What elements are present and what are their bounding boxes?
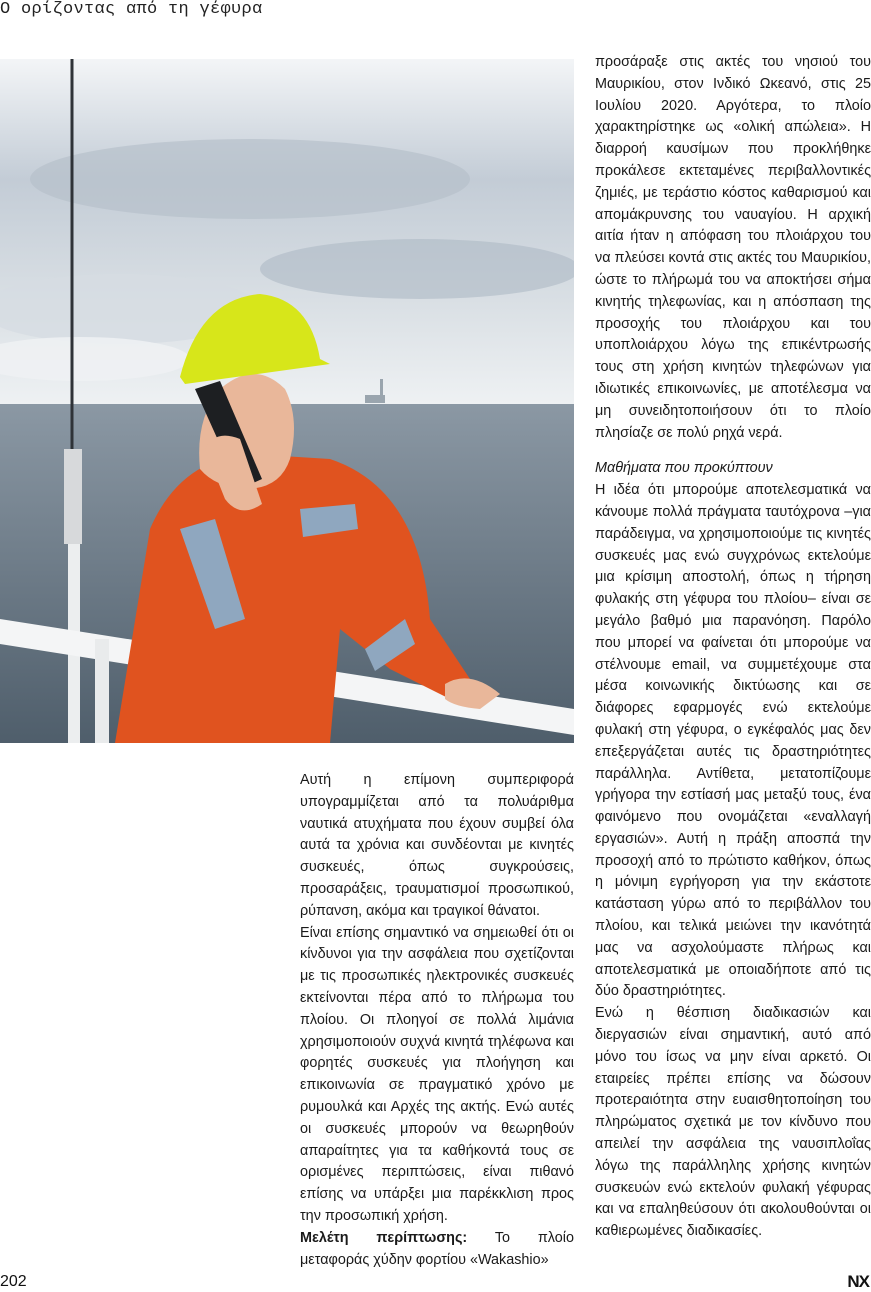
case-study-text: Το πλοίο μεταφοράς χύδην φορτίου «Wakashio» — [300, 1229, 574, 1268]
article-photo — [0, 59, 574, 743]
paragraph: Ενώ η θέσπιση διαδικασιών και διεργασιών είναι σημαντική, αυτό από μόνο του ίσως να μην είναι αρκετό. Οι εταιρείες πρέπει επίσης να δώσουν προτεραιότητα στην ευαισθητοποίηση του πληρώματος σχετικά με τον κίνδυνο που απειλεί την ασφάλεια της ναυσιπλοΐας λόγω της παράλληλης χρήσης κινητών συσκευών ενώ εκτελούν φυλακή γέφυρας και να επαληθεύσουν ότι ακολουθούνται οι καθιερωμένες διαδικασίες. — [595, 1005, 871, 1240]
section-subheading: Μαθήματα που προκύπτουν — [595, 460, 773, 477]
page-number: 202 — [0, 1273, 27, 1290]
case-study-label: Μελέτη περίπτωσης: — [300, 1229, 468, 1246]
paragraph: Αυτή η επίμονη συμπεριφορά υπογραμμίζεται από τα πολυάριθμα ναυτικά ατυχήματα που έχουν συμβεί όλα αυτά τα χρόνια και συνδέονται με κινητές συσκευές, όπως συγκρούσεις, προσαράξεις, τραυματισμοί προσωπικού, ρύπανση, ακόμα και τραγικοί θάνατοι. — [300, 772, 574, 919]
paragraph: προσάραξε στις ακτές του νησιού του Μαυρικίου, στον Ινδικό Ωκεανό, στις 25 Ιουλίου 2020. Αργότερα, το πλοίο χαρακτηρίστηκε ως «ολική απώλεια». Η διαρροή καυσίμων που προκλήθηκε προκάλεσε εκτεταμένες περιβαλλοντικές ζημιές, με τεράστιο κόστος καθαρισμού και απομάκρυνσης του ναυαγίου. Η αρχική αιτία ήταν η απόφαση του πλοιάρχου του να πλεύσει κοντά στις ακτές του Μαυρικίου, ώστε το πλήρωμά του να αποκτήσει σήμα κινητής τηλεφωνίας, και η απόσπαση της προσοχής του πλοιάρχου και του υποπλοιάρχου λόγω της επικέντρωσής τους στη χρήση κινητών τηλεφώνων για ιδιωτικές επικοινωνίες, με αποτέλεσμα να μη συνειδητοποιήσουν ότι το πλοίο πλησίαζε σε πολύ ρηχά νερά. — [595, 54, 871, 441]
running-title: Ο ορίζοντας από τη γέφυρα — [0, 0, 263, 19]
paragraph: Η ιδέα ότι μπορούμε αποτελεσματικά να κάνουμε πολλά πράγματα ταυτόχρονα –για παράδειγμα, να χρησιμοποιούμε τις κινητές συσκευές μας ενώ συγχρόνως εκτελούμε μια κρίσιμη αποστολή, όπως η τήρηση φυλακής στη γέφυρα του πλοίου– είναι σε μεγάλο βαθμό μια παρανόηση. Παρόλο που μπορεί να φαίνεται ότι μπορούμε να στέλνουμε email, να συμμετέχουμε στα μέσα κοινωνικής δικτύωσης και σε διάφορες εφαρμογές ενώ εκτελούμε φυλακή στη γέφυρα, ο εγκέφαλός μας δεν επεξεργάζεται αυτές τις δραστηριότητες παράλληλα. Αντίθετα, μετατοπίζουμε γρήγορα την εστίασή μας μεταξύ τους, ένα φαινόμενο που ονομάζεται «εναλλαγή εργασιών». Αυτή η πράξη αποσπά την προσοχή από το πρώτιστο καθήκον, όπως η μόνιμη εγρήγορση για την εκάστοτε κατάσταση γύρω από το περιβάλλον του πλοίου, και τελικά μειώνει την ικανότητά μας να ασχολούμαστε πλήρως και αποτελεσματικά με οποιαδήποτε από τις δύο δραστηριότητες. — [595, 482, 871, 1000]
nx-logo: NX — [847, 1272, 869, 1291]
left-text-column — [300, 770, 574, 1271]
case-study-paragraph — [300, 1228, 574, 1272]
right-text-column — [595, 52, 871, 1243]
seafarer-phone-illustration — [0, 59, 574, 743]
paragraph: Είναι επίσης σημαντικό να σημειωθεί ότι οι κίνδυνοι για την ασφάλεια που σχετίζονται με τις προσωπικές ηλεκτρονικές συσκευές εκτείνονται πέρα από το πλήρωμα του πλοίου. Οι πλοηγοί σε πολλά λιμάνια χρησιμοποιούν συχνά κινητά τηλέφωνα και φορητές συσκευές για πλοήγηση και επικοινωνία σε πραγματικό χρόνο με ρυμουλκά και Αρχές της ακτής. Ενώ αυτές οι συσκευές μπορούν να θεωρηθούν απαραίτητες για τα καθήκοντά τους σε ορισμένες περιπτώσεις, είναι πιθανό επίσης να υπάρξει μια παρέκκλιση προς την προσωπική χρήση. — [300, 924, 574, 1224]
